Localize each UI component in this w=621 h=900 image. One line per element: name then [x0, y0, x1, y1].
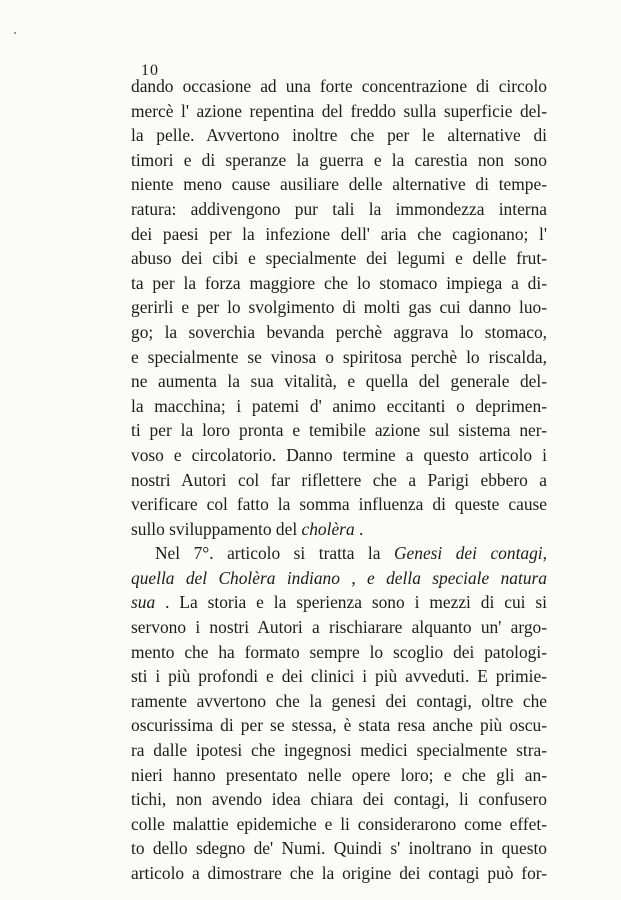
- text-line: [131, 99, 547, 124]
- text-line: [131, 517, 547, 542]
- text-line: [131, 222, 547, 247]
- text-line: [131, 468, 547, 493]
- line-text: servono i nostri Autori a rischiarare alquanto un' argo-: [131, 617, 547, 638]
- line-text: colle malattie epidemiche e li considerarono come effet-: [131, 813, 547, 834]
- line-text: timori e di speranze la guerra e la carestia non sono: [131, 149, 547, 170]
- text-line: [131, 74, 547, 99]
- line-text: sti i più profondi e dei clinici i più avveduti. E primie-: [131, 666, 547, 687]
- line-text: to dello sdegno de' Numi. Quindi s' inoltrano in questo: [131, 838, 547, 859]
- text-line: [131, 123, 547, 148]
- text-line: [131, 443, 547, 468]
- line-text: ratura: addivengono pur tali la immondezza interna: [131, 198, 547, 219]
- text-line: [131, 197, 547, 222]
- text-line: [131, 590, 547, 615]
- line-text: mento che ha formato sempre lo scoglio dei patologi-: [131, 641, 547, 662]
- line-text: ne aumenta la sua vitalità, e quella del generale del-: [131, 371, 547, 392]
- line-text: e specialmente se vinosa o spiritosa perchè lo riscalda,: [131, 346, 547, 367]
- line-text: mercè l' azione repentina del freddo sulla superficie del-: [131, 100, 547, 121]
- text-line: [131, 320, 547, 345]
- text-line: [131, 615, 547, 640]
- text-line: [131, 640, 547, 665]
- line-text: la macchina; i patemi d' animo eccitanti o deprimen-: [131, 395, 547, 416]
- line-text: verificare col fatto la somma influenza di queste cause: [131, 494, 547, 515]
- text-line: [131, 271, 547, 296]
- line-text: la pelle. Avvertono inoltre che per le alternative di: [131, 125, 547, 146]
- text-line: [131, 345, 547, 370]
- text-line: [131, 836, 547, 861]
- text-line: [131, 689, 547, 714]
- line-text: dei paesi per la infezione dell' aria che cagionano; l': [131, 223, 547, 244]
- line-text: .: [354, 518, 364, 539]
- text-line: [131, 418, 547, 443]
- line-text: ti per la loro pronta e temibile azione sul sistema ner-: [131, 420, 547, 441]
- line-text: ta per la forza maggiore che lo stomaco impiega a di-: [131, 272, 547, 293]
- text-line: [131, 738, 547, 763]
- line-text: ramente avvertono che la genesi dei contagi, oltre che: [131, 690, 547, 711]
- italic-text: cholèra: [301, 518, 355, 539]
- page-speck: [14, 32, 16, 34]
- text-line: [131, 861, 547, 886]
- line-text: voso e circolatorio. Danno termine a questo articolo i: [131, 444, 547, 465]
- text-line: [131, 664, 547, 689]
- line-text: tichi, non avendo idea chiara dei contagi, li confusero: [131, 789, 547, 810]
- text-line: [131, 369, 547, 394]
- line-text: nieri hanno presentato nelle opere loro; e che gli an-: [131, 764, 547, 785]
- line-text: Nel 7°. articolo si tratta la: [155, 543, 394, 564]
- line-text: articolo a dimostrare che la origine dei contagi può for-: [131, 863, 547, 883]
- line-text: oscurissima di per se stessa, è stata resa anche più oscu-: [131, 715, 547, 736]
- text-line: [131, 246, 547, 271]
- italic-text: sua: [131, 592, 156, 613]
- text-line: [131, 148, 547, 173]
- text-line: [131, 566, 547, 591]
- text-line: [131, 812, 547, 837]
- text-line: [131, 394, 547, 419]
- line-text: ,: [542, 543, 547, 564]
- text-line: [131, 541, 547, 566]
- line-text: ra dalle ipotesi che ingegnosi medici specialmente stra-: [131, 740, 547, 761]
- text-line: [131, 492, 547, 517]
- line-text: go; la soverchia bevanda perchè aggrava lo stomaco,: [131, 321, 547, 342]
- text-line: [131, 172, 547, 197]
- line-text: sullo sviluppamento del: [131, 518, 302, 539]
- italic-text: quella del Cholèra indiano: [131, 567, 340, 588]
- italic-text: Genesi dei contagi: [393, 543, 543, 564]
- line-text: abuso dei cibi e specialmente dei legumi e delle frut-: [131, 248, 547, 269]
- line-text: dando occasione ad una forte concentrazione di circolo: [131, 76, 547, 96]
- line-text: nostri Autori col far riflettere che a Parigi ebbero a: [131, 469, 547, 490]
- line-text: . La storia e la sperienza sono i mezzi di cui si: [155, 592, 547, 613]
- body-text: [131, 74, 547, 886]
- text-line: [131, 713, 547, 738]
- text-line: [131, 763, 547, 788]
- italic-text: e della speciale natura: [367, 567, 547, 588]
- line-text: ,: [339, 567, 368, 588]
- line-text: gerirli e per lo svolgimento di molti gas cui danno luo-: [131, 297, 547, 318]
- text-line: [131, 787, 547, 812]
- page-number: 10: [141, 62, 159, 79]
- line-text: niente meno cause ausiliare delle alternative di tempe-: [131, 174, 547, 195]
- text-line: [131, 295, 547, 320]
